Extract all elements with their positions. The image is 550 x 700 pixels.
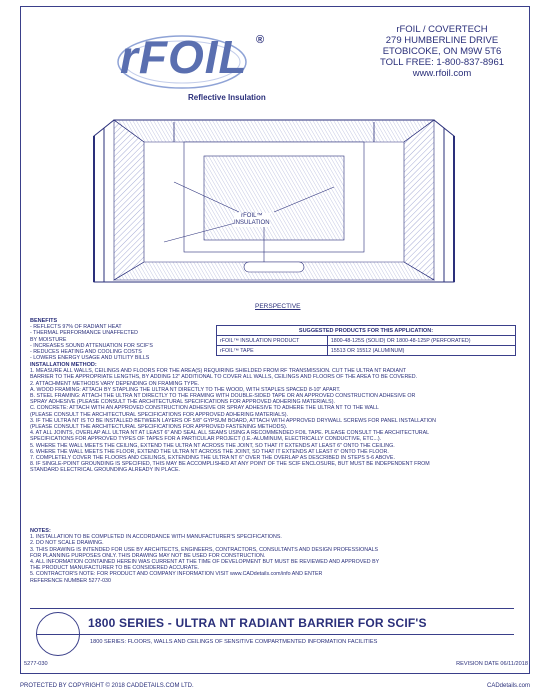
table-row	[217, 336, 516, 346]
footer-site-link[interactable]: CADdetails.com	[486, 683, 530, 689]
product-name-cell: rFOIL™ INSULATION PRODUCT	[217, 336, 328, 346]
logo-tagline: Reflective Insulation	[188, 93, 266, 102]
product-value-cell: 1800-48-125S (SOLID) OR 1800-48-125P (PERFORATED)	[327, 336, 515, 346]
table-row	[217, 346, 516, 356]
drawing-title: 1800 SERIES - ULTRA NT RADIANT BARRIER FOR SCIF'S	[88, 616, 427, 630]
installation-line: 2. ATTACHMENT METHODS VARY DEPENDING ON FRAMING TYPE.	[30, 380, 200, 387]
benefits-section	[30, 318, 153, 361]
installation-line: STANDARD ELECTRICAL GROUNDING ALREADY IN PLACE.	[30, 467, 181, 474]
installation-section	[30, 362, 436, 474]
installation-line: C. CONCRETE: ATTACH WITH AN APPROVED CONSTRUCTION ADHESIVE OR SPRAY ADHESIVE TO ADHERE THE ULTRA NT TO THE WALL	[30, 405, 379, 412]
notes-section	[30, 528, 379, 584]
installation-line: 6. WHERE THE WALL MEETS THE FLOOR, EXTEND THE ULTRA NT ACROSS THE JOINT, SO THAT IT EXTENDS AT LEAST 6" ONTO THE FLOOR.	[30, 448, 389, 455]
installation-line: 7. COMPLETELY COVER THE FLOORS AND CEILINGS, EXTENDING THE ULTRA NT 6" OVER THE OVERLAP AS DESCRIBED IN STEPS 5-6 ABOVE.	[30, 455, 395, 462]
table-header: SUGGESTED PRODUCTS FOR THIS APPLICATION:	[217, 326, 516, 336]
benefits-heading: BENEFITS	[30, 318, 58, 324]
insulation-callout-label	[234, 213, 270, 227]
website-link[interactable]: www.rfoil.com	[412, 68, 472, 79]
note-line: 5. CONTRACTOR'S NOTE: FOR PRODUCT AND COMPANY INFORMATION VISIT www.CADdetails.com/info AND ENTER	[30, 571, 323, 578]
benefit-item: - INCREASES SOUND ATTENUATION FOR SCIF'S	[30, 342, 153, 349]
revision-date: REVISION DATE 06/11/2018	[456, 661, 528, 667]
company-name: rFOIL / COVERTECH	[396, 24, 488, 35]
table-header-row	[217, 326, 516, 336]
note-line: 2. DO NOT SCALE DRAWING.	[30, 540, 104, 547]
logo-wordmark: rFOIL	[120, 31, 248, 83]
product-value-cell: 15513 OR 15512 (ALUMINUM)	[327, 346, 515, 356]
copyright-notice: PROTECTED BY COPYRIGHT © 2018 CADDETAILS.COM LTD.	[20, 683, 194, 689]
reference-number: 5277-030	[24, 661, 48, 667]
perspective-drawing	[34, 112, 514, 292]
note-line: REFERENCE NUMBER 5277-030	[30, 577, 111, 584]
benefit-item: - REFLECTS 97% OF RADIANT HEAT	[30, 324, 122, 331]
insulation-callout-line2: INSULATION	[234, 220, 270, 226]
company-address-block	[372, 24, 512, 79]
note-line: 4. ALL INFORMATION CONTAINED HEREIN WAS CURRENT AT THE TIME OF DEVELOPMENT BUT MUST BE REVIEWED AND APPROVED BY	[30, 559, 380, 566]
installation-line: (PLEASE CONSULT THE ARCHITECTURAL SPECIFICATIONS FOR APPROVED ADHERING MATERIALS).	[30, 411, 289, 418]
product-name-cell: rFOIL™ TAPE	[217, 346, 328, 356]
street-address: 279 HUMBERLINE DRIVE	[385, 35, 499, 46]
suggested-products-table	[216, 325, 516, 356]
installation-line: 8. IF SINGLE-POINT GROUNDING IS SPECIFIED, THIS MAY BE ACCOMPLISHED AT ANY POINT OF THE SCIF ENCLOSURE, BUT MUST BE INDEPENDENT FROM	[30, 461, 430, 468]
perspective-caption: PERSPECTIVE	[255, 303, 301, 310]
drawing-subtitle: 1800 SERIES: FLOORS, WALLS AND CEILINGS OF SENSITIVE COMPARTMENTED INFORMATION FACILITIES	[90, 639, 378, 645]
installation-line: SPECIFICATIONS FOR APPROVED TYPES OF TAPES FOR A PARTICULAR PROJECT (I.E.-ALUMINUM, ELECTRICALLY CONDUCTIVE, ETC...).	[30, 436, 382, 443]
title-divider-line	[36, 634, 514, 635]
benefit-item: - REDUCES HEATING AND COOLING COSTS	[30, 349, 142, 356]
benefit-item: - THERMAL PERFORMANCE UNAFFECTED	[30, 330, 139, 337]
note-line: 3. THIS DRAWING IS INTENDED FOR USE BY ARCHITECTS, ENGINEERS, CONTRACTORS, CONSULTANTS AND DESIGN PROFESSIONALS	[30, 546, 379, 553]
benefit-item: - LOWERS ENERGY USAGE AND UTILITY BILLS	[30, 355, 150, 362]
city-address: ETOBICOKE, ON M9W 5T6	[382, 46, 502, 57]
toll-free-phone: TOLL FREE: 1-800-837-8961	[379, 57, 505, 68]
benefit-item: BY MOISTURE	[30, 336, 67, 343]
installation-line: SPRAY ADHESIVE (PLEASE CONSULT THE ARCHITECTURAL SPECIFICATIONS FOR APPROVED ADHERING MATERIALS).	[30, 399, 335, 406]
installation-line: 1. MEASURE ALL WALLS, CEILINGS AND FLOORS FOR THE AREA(S) REQUIRING SHIELDED FROM RF TRANSMISSION. CUT THE ULTRA NT RADIANT	[30, 368, 407, 375]
installation-line: (PLEASE CONSULT THE ARCHITECTURAL SPECIFICATIONS FOR APPROVED FASTENING METHODS).	[30, 424, 288, 431]
note-line: 1. INSTALLATION TO BE COMPLETED IN ACCORDANCE WITH MANUFACTURER'S SPECIFICATIONS.	[30, 534, 282, 541]
note-line: THE PRODUCT MANUFACTURER TO BE CONSIDERED ACCURATE.	[30, 565, 200, 572]
note-line: FOR PLANNING PURPOSES ONLY. THIS DRAWING MAY NOT BE USED FOR CONSTRUCTION.	[30, 552, 266, 559]
installation-line: BARRIER TO THE APPROPRIATE LENGTHS, BY ADDING 12" ADDITIONAL TO COVER ALL WALLS, CEILINGS AND FLOORS OF THE AREA TO BE COVERED.	[30, 374, 418, 381]
insulation-callout-line1: rFOIL™	[241, 213, 263, 219]
installation-line: 4. AT ALL JOINTS, OVERLAP ALL ULTRA NT AT LEAST 6" AND SEAL ALL SEAMS USING A RECOMMENDED FOIL TAPE. PLEASE CONSULT THE ARCHITECTURAL	[30, 430, 430, 437]
installation-line: B. STEEL FRAMING: ATTACH THE ULTRA NT DIRECTLY TO THE FRAMING WITH DOUBLE-SIDED TAPE OR AN APPROVED CONSTRUCTION ADHESIVE OR	[30, 393, 416, 400]
installation-line: 5. WHERE THE WALL MEETS THE CEILING, EXTEND THE ULTRA NT ACROSS THE JOINT, SO THAT IT EXTENDS AT LEAST 6" ONTO THE CEILING.	[30, 442, 395, 449]
installation-heading: INSTALLATION METHOD:	[30, 362, 97, 368]
logo-registered-mark: ®	[256, 34, 265, 46]
installation-line: 3. IF THE ULTRA NT IS TO BE INSTALLED BETWEEN LAYERS OF 5/8" GYPSUM BOARD, ATTACH WITH APPROVED DRYWALL SCREWS FOR PANEL INSTALLATION	[30, 417, 436, 424]
notes-heading: NOTES:	[30, 528, 51, 534]
installation-line: A. WOOD FRAMING: ATTACH BY STAPLING THE ULTRA NT DIRECTLY TO THE WOOD, WITH STAPLES SPACED 8-10" APART.	[30, 386, 341, 393]
